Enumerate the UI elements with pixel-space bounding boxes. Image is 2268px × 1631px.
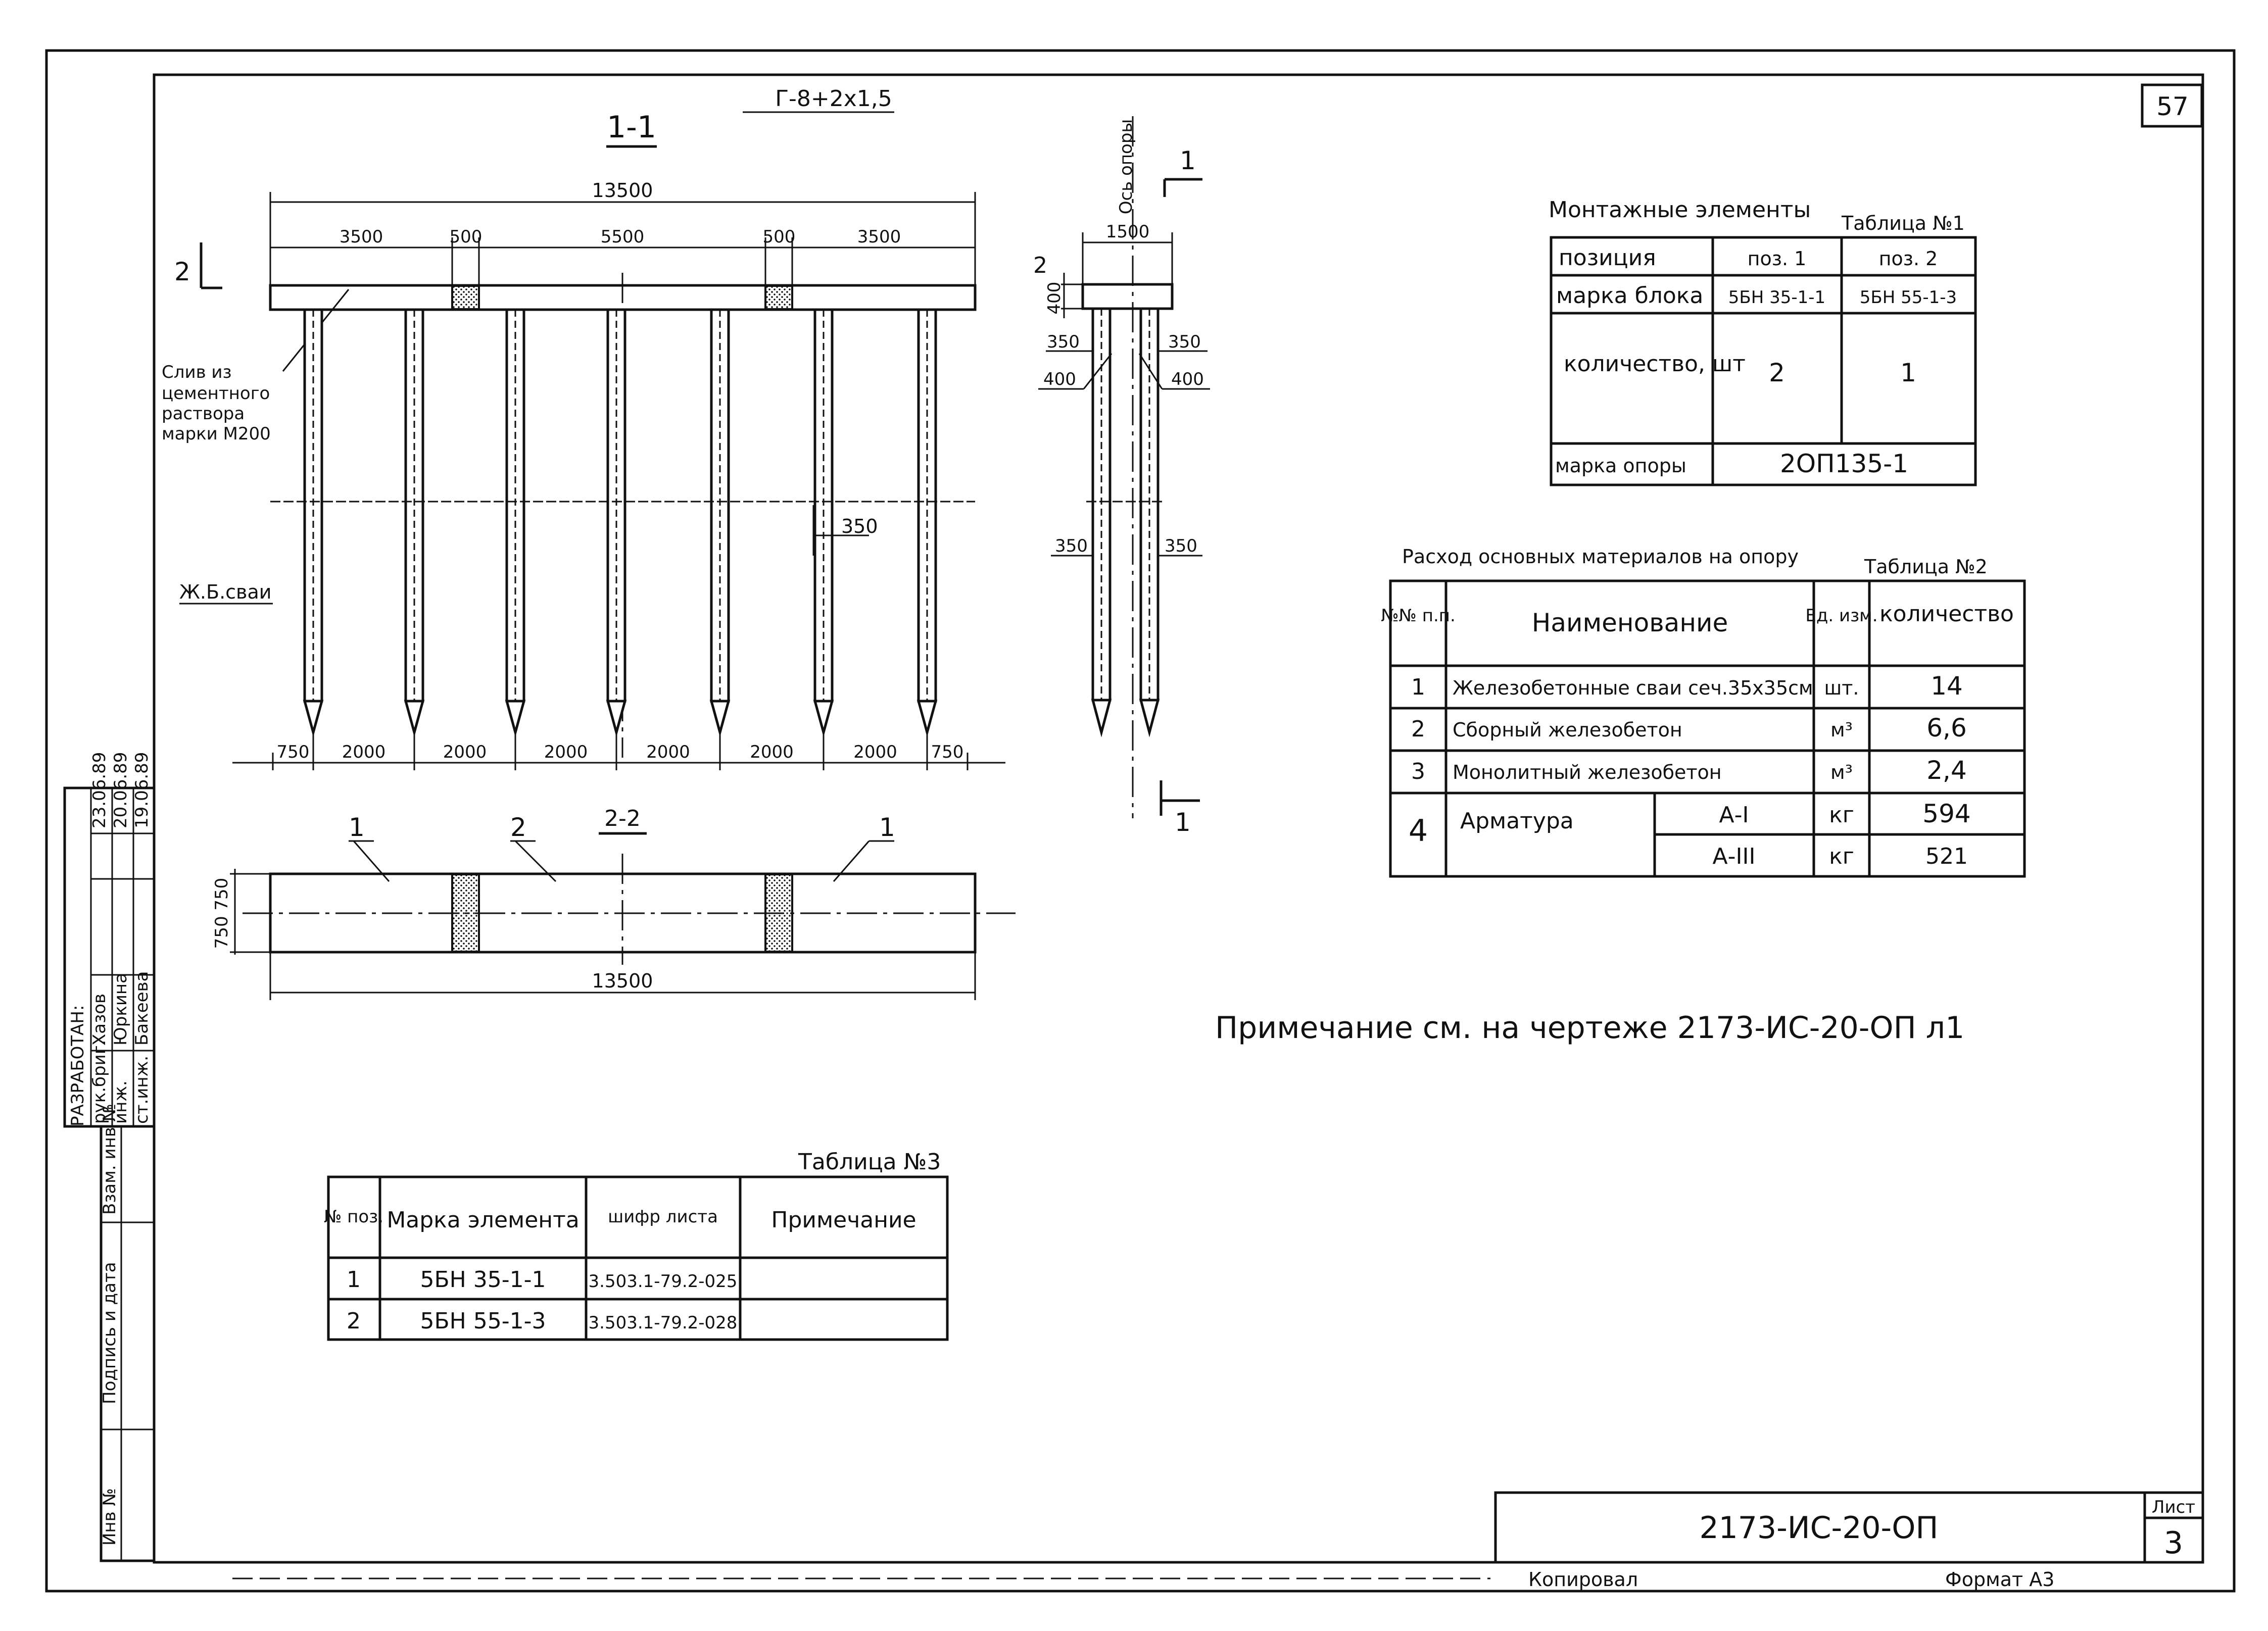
- t3-row-pos: 1: [347, 1267, 361, 1293]
- title-block: [232, 1493, 2203, 1591]
- dim-400-left: 400: [1043, 369, 1076, 389]
- pile-tip: [711, 701, 729, 732]
- table3-number: Таблица №3: [798, 1149, 941, 1175]
- bottom-dim-label: 2000: [443, 742, 487, 762]
- table2-number: Таблица №2: [1864, 556, 1988, 578]
- t2-row-unit: м³: [1830, 761, 1853, 783]
- bottom-dim-label: 750: [931, 742, 964, 762]
- drawing-code: 2173-ИС-20-ОП: [1699, 1510, 1939, 1546]
- pile-tip: [507, 701, 524, 732]
- section-1-1: [162, 86, 1005, 770]
- t2-row-num: 1: [1411, 674, 1425, 700]
- side-view: [1033, 116, 1210, 837]
- stamp-name: Юркина: [111, 973, 131, 1046]
- t2-row-unit: м³: [1830, 719, 1853, 741]
- t1-support-value: 2ОП135-1: [1779, 449, 1909, 478]
- plan-overall: 13500: [592, 970, 653, 992]
- dim-350-right: 350: [1168, 332, 1201, 352]
- dim-500-left: 500: [449, 227, 482, 247]
- dim-5500: 5500: [600, 227, 645, 247]
- pile-tip: [919, 701, 936, 732]
- t1-h-pos1: поз. 1: [1747, 248, 1807, 270]
- dim-500-right: 500: [762, 227, 796, 247]
- t1-mark-label: марка блока: [1556, 283, 1704, 309]
- cap-height: 400: [1044, 281, 1065, 315]
- t1-mark-pos1: 5БН 35-1-1: [1728, 287, 1826, 308]
- t2-rebar-qty-1: 594: [1922, 799, 1971, 828]
- section-title-1-1: 1-1: [607, 110, 656, 145]
- pile-tip: [815, 701, 832, 732]
- left-stamp: [65, 752, 154, 1561]
- sheet-label: Лист: [2151, 1497, 2196, 1517]
- t2-rebar-class-1: А-I: [1719, 802, 1749, 828]
- table1-number: Таблица №1: [1842, 212, 1965, 234]
- label-mortar-4: марки М200: [162, 424, 271, 444]
- t1-qty-label: количество, шт: [1564, 351, 1746, 377]
- t2-row-qty: 6,6: [1926, 713, 1967, 743]
- side-width: 1500: [1105, 222, 1150, 242]
- stamp-date: 23.06.89: [89, 752, 110, 828]
- bottom-dim-label: 2000: [853, 742, 897, 762]
- pile-tip: [305, 701, 322, 732]
- t2-row-unit: шт.: [1824, 677, 1859, 699]
- stamp-date: 20.06.89: [111, 752, 131, 828]
- format-label: Формат А3: [1945, 1568, 2055, 1591]
- pile-tip: [406, 701, 423, 732]
- plan-side-dims: 750 750: [212, 877, 232, 949]
- sheet-frame: [46, 51, 2234, 1591]
- t1-h-pos2: поз. 2: [1878, 248, 1938, 270]
- t2-row-name: Железобетонные сваи сеч.35х35см: [1453, 677, 1813, 699]
- bottom-dim-label: 2000: [544, 742, 588, 762]
- t1-mark-pos2: 5БН 55-1-3: [1859, 287, 1957, 308]
- t2-rebar-unit-1: кг: [1829, 802, 1854, 828]
- label-mortar-2: цементного: [162, 383, 270, 404]
- stamp-signature-date: Подпись и дата: [100, 1262, 120, 1404]
- t2-row-name: Сборный железобетон: [1453, 719, 1682, 741]
- t1-support-label: марка опоры: [1555, 455, 1686, 477]
- plan-pos-1-right: 1: [879, 813, 895, 842]
- bottom-dim-label: 750: [276, 742, 310, 762]
- t1-h-position: позиция: [1559, 245, 1656, 271]
- stamp-date: 19.06.89: [132, 752, 152, 828]
- plan-pos-1-left: 1: [349, 813, 365, 842]
- dim-350-lower-left: 350: [1055, 536, 1088, 556]
- dim-350-lower-right: 350: [1165, 536, 1197, 556]
- overall-dim: 13500: [592, 179, 653, 202]
- axis-label: Ось опоры: [1116, 119, 1136, 215]
- table-3: [324, 1149, 947, 1340]
- t2-h-name: Наименование: [1531, 608, 1728, 637]
- t3-row-pos: 2: [347, 1308, 361, 1334]
- note-text: Примечание см. на чертеже 2173-ИС-20-ОП л1: [1215, 1010, 1965, 1046]
- t2-row-num: 3: [1411, 759, 1425, 784]
- bottom-dim-label: 2000: [646, 742, 690, 762]
- cut-mark-2: 2: [174, 257, 190, 286]
- section-header: Г-8+2х1,5: [775, 86, 892, 112]
- t3-row-code: 3.503.1-79.2-025: [588, 1271, 738, 1292]
- table1-caption: Монтажные элементы: [1549, 197, 1811, 223]
- plan-pos-2: 2: [510, 813, 526, 842]
- t3-row-code: 3.503.1-79.2-028: [588, 1313, 738, 1333]
- plan-2-2: [212, 806, 1016, 1000]
- t2-rebar-num: 4: [1408, 813, 1428, 849]
- t3-h-mark: Марка элемента: [387, 1207, 580, 1233]
- pile-row: [305, 310, 936, 770]
- stamp-role: инж.: [111, 1080, 131, 1124]
- t3-h-note: Примечание: [771, 1207, 916, 1233]
- table-1: [1549, 197, 1975, 485]
- label-mortar-3: раствора: [162, 404, 245, 424]
- dim-400-right: 400: [1171, 369, 1204, 389]
- t2-h-qty: количество: [1879, 601, 2014, 627]
- bottom-dim-label: 2000: [750, 742, 794, 762]
- stamp-replace-inv: Взам. инв №: [100, 1103, 120, 1215]
- cut-mark-1-bottom: 1: [1175, 808, 1191, 837]
- table2-rows: [1411, 671, 1967, 785]
- sheet-number: 3: [2163, 1525, 2184, 1561]
- bottom-dimension-chain: [273, 742, 968, 770]
- stamp-rows: [89, 752, 152, 1124]
- dim-3500-left: 3500: [339, 227, 383, 247]
- table2-caption: Расход основных материалов на опору: [1402, 546, 1799, 568]
- plan-title: 2-2: [604, 806, 641, 831]
- t3-h-code: шифр листа: [608, 1207, 718, 1227]
- copied-label: Копировал: [1528, 1568, 1638, 1591]
- t2-h-unit: Ед. изм.: [1805, 606, 1878, 626]
- page-number: 57: [2156, 92, 2189, 121]
- bottom-dim-label: 2000: [342, 742, 386, 762]
- label-piles: Ж.Б.сваи: [179, 581, 272, 603]
- t2-h-num: №№ п.п.: [1381, 606, 1456, 626]
- stamp-inv: Инв №: [100, 1488, 120, 1546]
- label-mortar-1: Слив из: [162, 362, 232, 382]
- t1-qty-pos1: 2: [1769, 358, 1785, 387]
- t2-rebar-unit-2: кг: [1829, 844, 1854, 869]
- t3-row-mark: 5БН 35-1-1: [420, 1267, 546, 1293]
- table-2: [1381, 546, 2024, 876]
- t2-row-qty: 14: [1931, 671, 1963, 701]
- t2-rebar-name: Арматура: [1460, 808, 1574, 834]
- stamp-developed: РАЗРАБОТАН:: [68, 1005, 88, 1126]
- stamp-name: Бакеева: [132, 971, 152, 1046]
- dim-3500-right: 3500: [857, 227, 901, 247]
- dim-350-left: 350: [1047, 332, 1080, 352]
- mark-350: 350: [841, 515, 878, 537]
- stamp-role: ст.инж.: [132, 1055, 152, 1124]
- t2-row-num: 2: [1411, 716, 1425, 742]
- cut-mark-1-top: 1: [1180, 146, 1196, 175]
- t3-row-mark: 5БН 55-1-3: [420, 1308, 546, 1334]
- stamp-name: Хазов: [89, 993, 110, 1046]
- stamp-role: рук.бриг.: [89, 1040, 110, 1124]
- t2-rebar-qty-2: 521: [1925, 844, 1968, 869]
- t3-h-pos: № поз.: [323, 1207, 384, 1227]
- t1-qty-pos2: 1: [1900, 358, 1916, 387]
- t2-rebar-class-2: А-III: [1712, 844, 1756, 869]
- t2-row-name: Монолитный железобетон: [1453, 761, 1722, 783]
- cut-mark-2-side: 2: [1033, 253, 1047, 278]
- t2-row-qty: 2,4: [1926, 756, 1967, 785]
